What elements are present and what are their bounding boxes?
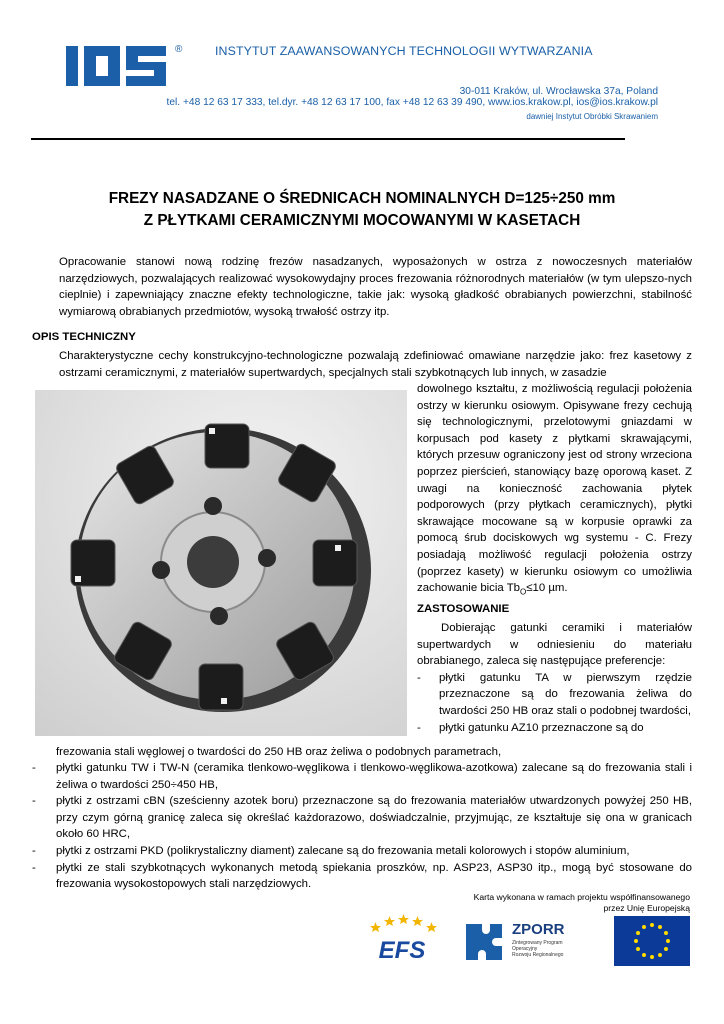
list-item bbox=[32, 860, 692, 893]
opis-tail: ≤10 µm. bbox=[526, 582, 568, 595]
zporr-title: ZPORR bbox=[512, 921, 565, 938]
registered-mark: ® bbox=[175, 44, 183, 55]
opis-text-column: dowolnego kształtu, z możliwością regulacji położenia ostrzy w kierunku osiowym. Opisywane frezy cechują się technologicznymi, przelotowymi gniazdami w korpusach pod kasety z płytkami skrawającymi, których przesuw ograniczony jest od strony wrzeciona poprzez pierścień, stanowiący bazę oporową kaset. Z uwagi na konieczność zachowania płytek podporowych (przy płytkach ceramicznych), płytki skrawające mocowane są w korpusie oprawki za pomocą śrub dociskowych wg systemu - C. Frezy posiadają możliwość regulacji położenia ostrzy (poprzez kasety) w kierunku osiowym co umożliwia zachowanie bicia Tb bbox=[417, 383, 692, 595]
zastosowanie-paragraph: Dobierając gatunki ceramiki i materiałów supertwardych w odniesieniu do materiału obrabianego, zaleca się następujące preferencje: bbox=[417, 622, 692, 668]
milling-cutter-photo bbox=[35, 390, 407, 736]
efs-logo bbox=[362, 912, 442, 964]
funding-note-line1: Karta wykonana w ramach projektu współfinansowanego bbox=[473, 892, 690, 902]
opis-text-full: Charakterystyczne cechy konstrukcyjno-technologiczne pozwalają zdefiniować omawiane narzędzie jako: frez kasetowy z ostrzami ceramicznymi, z materiałów supertwardych, specjalnych stali szybkotnących lub innych, w zasadzie bbox=[59, 350, 692, 379]
list-item-text: płytki z ostrzami PKD (polikrystaliczny diament) zalecane są do frezowania metali kolorowych i stopów aluminium, bbox=[56, 844, 630, 857]
list-item bbox=[417, 720, 692, 737]
list-dash: - bbox=[32, 861, 36, 874]
list-item-text: płytki gatunku TW i TW-N (ceramika tlenkowo-węglikowa i tlenkowo-węglikowa-azotkowa) zalecane są do frezowania stali i żeliwa o twardości 250÷450 HB, bbox=[56, 762, 692, 791]
eu-flag bbox=[614, 916, 690, 966]
list-dash: - bbox=[32, 795, 36, 808]
document-title-line2: Z PŁYTKAMI CERAMICZNYMI MOCOWANYMI W KASETACH bbox=[143, 212, 581, 229]
institute-contact: tel. +48 12 63 17 333, tel.dyr. +48 12 63 17 100, fax +48 12 63 39 490, www.ios.krakow.pl, ios@ios.krakow.pl bbox=[166, 97, 658, 108]
list-dash: - bbox=[417, 721, 421, 734]
zporr-sub2: Operacyjny bbox=[512, 946, 538, 952]
list-dash: - bbox=[32, 762, 36, 774]
zporr-logo bbox=[462, 916, 582, 964]
intro-paragraph bbox=[32, 254, 692, 320]
list-item-text: płytki z ostrzami cBN (sześcienny azotek boru) przeznaczone są do frezowania materiałów utwardzonych powyżej 250 HB, przy czym górną granicę zaleca się określać każdorazowo, doświadczalnie, przyjmując, ze kształtuje się ona w granicach około 60 HRC, bbox=[56, 795, 692, 841]
institute-former-name: dawniej Instytut Obróbki Skrawaniem bbox=[526, 112, 658, 121]
list-item-text: płytki gatunku TA w pierwszym rzędzie przeznaczone są do frezowania żeliwa do twardości 250 HB oraz stali o podobnej twardości, bbox=[439, 671, 692, 717]
opis-subscript: O bbox=[520, 587, 527, 597]
list-dash: - bbox=[32, 844, 36, 857]
efs-text: EFS bbox=[378, 937, 426, 964]
opis-paragraph-column bbox=[417, 381, 692, 601]
opis-paragraph-full bbox=[32, 348, 692, 381]
section-heading-opis: OPIS TECHNICZNY bbox=[32, 331, 136, 343]
list-item-text: płytki gatunku AZ10 przeznaczone są do bbox=[439, 721, 644, 734]
intro-text: Opracowanie stanowi nową rodzinę frezów nasadzanych, wyposażonych w ostrza z nowoczesnych materiałów narzędziowych, pozwalających realizować wysokowydajny proces frezowania różnorodnych materiałów (w tym ulepszo-nych cieplnie) i zapewniający znaczne efekty technologiczne, takie jak: wysoką gładkość obrabianych powierzchni, stabilność wymiarową obrabianych przedmiotów, wysoką trwałość ostrzy itp. bbox=[59, 256, 692, 318]
header-divider bbox=[31, 138, 625, 140]
list-item-text: płytki ze stali szybkotnących wykonanych metodą spiekania proszków, np. ASP23, ASP30 itp., mogą być stosowane do frezowania wysokostopowych stali narzędziowych. bbox=[56, 861, 692, 891]
list-item bbox=[32, 793, 692, 843]
funding-note bbox=[474, 892, 690, 914]
zporr-sub3: Rozwoju Regionalnego bbox=[512, 952, 564, 958]
section-heading-zastosowanie: ZASTOSOWANIE bbox=[417, 603, 510, 615]
zporr-sub1: Zintegrowany Program bbox=[512, 940, 563, 946]
list-item bbox=[417, 670, 692, 720]
document-title-line1: FREZY NASADZANE O ŚREDNICACH NOMINALNYCH D=125÷250 mm bbox=[108, 190, 616, 207]
list-item bbox=[32, 843, 692, 860]
list-dash: - bbox=[417, 671, 421, 684]
institute-name: INSTYTUT ZAAWANSOWANYCH TECHNOLOGII WYTWARZANIA bbox=[215, 44, 593, 58]
zastosowanie-column bbox=[417, 620, 692, 736]
ios-logo bbox=[66, 44, 174, 88]
list-item bbox=[32, 760, 692, 793]
recommendation-list bbox=[32, 760, 692, 893]
institute-address: 30-011 Kraków, ul. Wrocławska 37a, Poland bbox=[459, 86, 658, 97]
funding-note-line2: przez Unię Europejską bbox=[603, 903, 690, 913]
list-item-continuation: frezowania stali węglowej o twardości do 250 HB oraz żeliwa o podobnych parametrach, bbox=[56, 746, 502, 758]
